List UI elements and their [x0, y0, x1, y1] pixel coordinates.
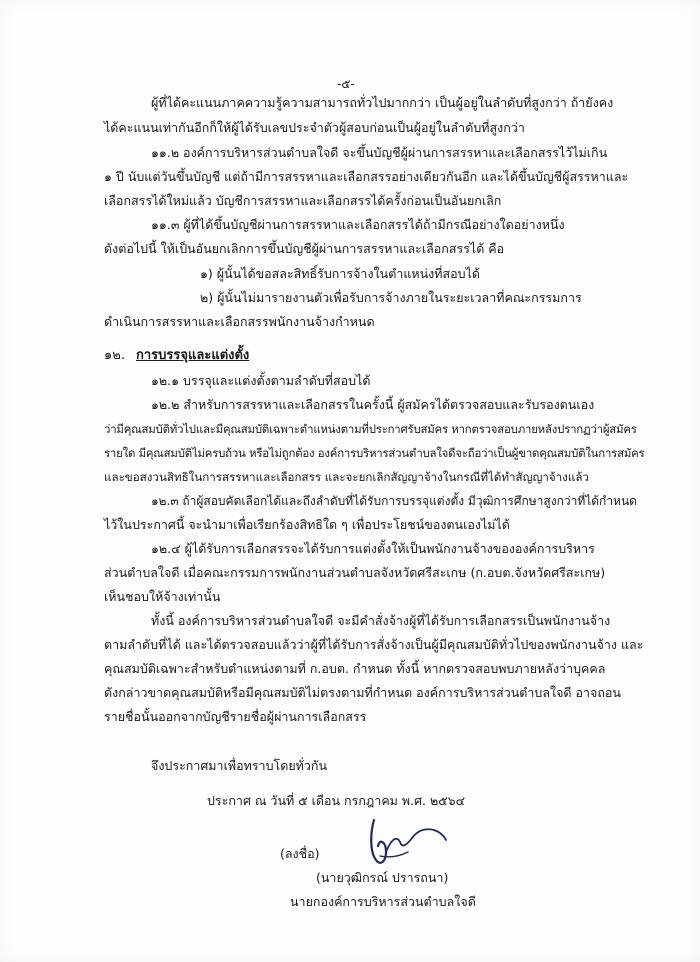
- paragraph-line: และขอสงวนสิทธิในการสรรหาและเลือกสรร และจะยกเลิกสัญญาจ้างในกรณีที่ได้ทำสัญญาจ้างแล้ว: [104, 470, 589, 484]
- paragraph-line: ทั้งนี้ องค์การบริหารส่วนตำบลใจดี จะมีคำสั่งจ้างผู้ที่ได้รับการเลือกสรรเป็นพนักงานจ้าง: [151, 613, 611, 628]
- clause-11-3-line: ๑๑.๓ ผู้ที่ได้ขึ้นบัญชีผ่านการสรรหาและเลือกสรรได้ถ้ามีกรณีอย่างใดอย่างหนึ่ง: [151, 217, 565, 232]
- paragraph-line: รายใด มีคุณสมบัติไม่ครบถ้วน หรือไม่ถูกต้อง องค์การบริหารส่วนตำบลใจดีจะถือว่าเป็นผู้ขาดคุณสมบัติในการสมัคร: [104, 446, 645, 460]
- paragraph-line: รายชื่อนั้นออกจากบัญชีรายชื่อผู้ผ่านการเลือกสรร: [104, 709, 367, 724]
- clause-12-1-line: ๑๒.๑ บรรจุและแต่งตั้งตามลำดับที่สอบได้: [151, 373, 371, 388]
- paragraph-line: ได้คะแนนเท่ากันอีกก็ให้ผู้ได้รับเลขประจำตัวผู้สอบก่อนเป็นผู้อยู่ในลำดับที่สูงกว่า: [104, 120, 525, 135]
- paragraph-line: ดำเนินการสรรหาและเลือกสรรพนักงานจ้างกำหนด: [104, 314, 375, 329]
- section-12-number: ๑๒.: [104, 348, 125, 363]
- announcement-date: ประกาศ ณ วันที่ ๕ เดือน กรกฎาคม พ.ศ. ๒๕๖๔: [207, 793, 466, 808]
- paragraph-line: ไว้ในประกาศนี้ จะนำมาเพื่อเรียกร้องสิทธิใด ๆ เพื่อประโยชน์ของตนเองไม่ได้: [104, 517, 510, 532]
- paragraph-line: ว่ามีคุณสมบัติทั่วไปและมีคุณสมบัติเฉพาะตำแหน่งตามที่ประกาศรับสมัคร หากตรวจสอบภายหลังปรากฏว่าผู้สมัคร: [104, 422, 637, 436]
- section-12-heading: การบรรจุและแต่งตั้ง: [136, 348, 250, 363]
- paragraph-line: เลือกสรรได้ใหม่แล้ว บัญชีการสรรหาและเลือกสรรได้ครั้งก่อนเป็นอันยกเลิก: [104, 193, 502, 208]
- list-item: ๒) ผู้นั้นไม่มารายงานตัวเพื่อรับการจ้างภายในระยะเวลาที่คณะกรรมการ: [200, 290, 582, 305]
- clause-12-4-line: ๑๒.๔ ผู้ได้รับการเลือกสรรจะได้รับการแต่งตั้งให้เป็นพนักงานจ้างขององค์การบริหาร: [151, 541, 595, 556]
- paragraph-line: ดังต่อไปนี้ ให้เป็นอันยกเลิกการขึ้นบัญชีผู้ผ่านการสรรหาและเลือกสรรได้ คือ: [104, 241, 505, 256]
- paragraph-line: ดังกล่าวขาดคุณสมบัติหรือมีคุณสมบัติไม่ตรงตามที่กำหนด องค์การบริหารส่วนตำบลใจดี อาจถอน: [104, 685, 621, 700]
- signatory-name: (นายวุฒิกรณ์ ปรารถนา): [316, 870, 449, 885]
- page-number: -๕-: [337, 77, 355, 91]
- paragraph-line: ผู้ที่ได้คะแนนภาคความรู้ความสามารถทั่วไปมากกว่า เป็นผู้อยู่ในลำดับที่สูงกว่า ถ้ายังคง: [151, 95, 614, 110]
- paragraph-line: คุณสมบัติเฉพาะสำหรับตำแหน่งตามที่ ก.อบต. กำหนด ทั้งนี้ หากตรวจสอบพบภายหลังว่าบุคคล: [104, 661, 606, 676]
- list-item: ๑) ผู้นั้นได้ขอสละสิทธิ์รับการจ้างในตำแหน่งที่สอบได้: [200, 266, 480, 281]
- paragraph-line: ตามลำดับที่ได้ และได้ตรวจสอบแล้วว่าผู้ที่ได้รับการสั่งจ้างเป็นผู้มีคุณสมบัติทั่วไปของพนักงานจ้าง และ: [104, 637, 644, 652]
- clause-12-3-line: ๑๒.๓ ถ้าผู้สอบคัดเลือกได้และถึงลำดับที่ได้รับการบรรจุแต่งตั้ง มีวุฒิการศึกษาสูงกว่าที่ได้กำหนด: [151, 494, 637, 508]
- paragraph-line: เห็นชอบให้จ้างเท่านั้น: [104, 589, 221, 604]
- clause-12-2-line: ๑๒.๒ สำหรับการสรรหาและเลือกสรรในครั้งนี้ ผู้สมัครได้ตรวจสอบและรับรองตนเอง: [151, 397, 595, 412]
- paragraph-line: ส่วนตำบลใจดี เมื่อคณะกรรมการพนักงานส่วนตำบลจังหวัดศรีสะเกษ (ก.อบต.จังหวัดศรีสะเกษ): [104, 565, 606, 580]
- announcement-closing: จึงประกาศมาเพื่อทราบโดยทั่วกัน: [151, 758, 328, 773]
- clause-11-2-line: ๑๑.๒ องค์การบริหารส่วนตำบลใจดี จะขึ้นบัญชีผู้ผ่านการสรรหาและเลือกสรรไว้ไม่เกิน: [151, 145, 608, 160]
- signed-label: (ลงชื่อ): [280, 846, 320, 861]
- signatory-title: นายกองค์การบริหารส่วนตำบลใจดี: [290, 894, 476, 909]
- paragraph-line: ๑ ปี นับแต่วันขึ้นบัญชี แต่ถ้ามีการสรรหาและเลือกสรรอย่างเดียวกันอีก และได้ขึ้นบัญชีผู้สรรหาและ: [104, 169, 629, 184]
